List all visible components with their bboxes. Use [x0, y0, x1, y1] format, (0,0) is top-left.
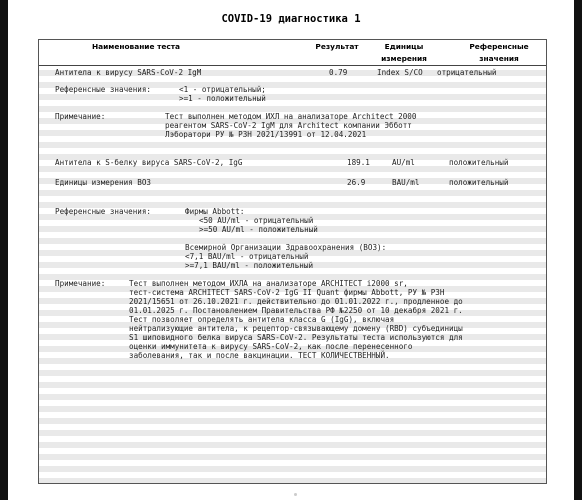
igg-ref-abbott-line2: >=50 AU/ml - положительный: [199, 225, 318, 234]
igg-test-name: Антитела к S-белку вируса SARS-CoV-2, IgG: [55, 158, 243, 167]
igg-note-line: 01.01.2025 г. Постановлением Правительства РФ №2250 от 10 декабря 2021 г.: [129, 306, 463, 315]
igm-note-line1: Тест выполнен методом ИХЛ на анализаторе Architect 2000: [165, 112, 417, 121]
table-header: [39, 40, 546, 66]
igg-note-line: Тест позволяет определять антитела класса G (IgG), включая: [129, 315, 395, 324]
igm-note-line3: Лэборатори РУ № РЗН 2021/13991 от 12.04.2021: [165, 130, 367, 139]
document-title: COVID-19 диагностика 1: [221, 13, 361, 25]
igg-note-line: нейтрализующие антитела, к рецептор-связывающему домену (RBD) субъединицы: [129, 324, 463, 333]
igg-ref-who-line2: >=7,1 BAU/ml - положительный: [185, 261, 314, 270]
igm-ref-line2: >=1 - положительный: [179, 94, 266, 103]
igm-reference: отрицательный: [437, 68, 497, 77]
header-units-line2: измерения: [381, 54, 427, 63]
who-test-name: Единицы измерения ВОЗ: [55, 178, 152, 187]
igm-note-label: Примечание:: [55, 112, 106, 121]
igg-note-line: S1 шиповидного белка вируса SARS-CoV-2. Результаты теста используются для: [129, 333, 463, 342]
report-sheet: [8, 0, 574, 500]
igg-note-line: 2021/15651 от 26.10.2021 г. действительно до 01.01.2022 г., продленное до: [129, 297, 463, 306]
who-reference: положительный: [449, 178, 509, 187]
header-test-name: Наименование теста: [91, 42, 181, 51]
header-reference-line2: значения: [479, 54, 519, 63]
igg-note-line: Тест выполнен методом ИХЛА на анализаторе ARCHITECT i2000 sr,: [129, 279, 408, 288]
igg-ref-label: Референсные значения:: [55, 207, 152, 216]
header-units-line1: Единицы: [384, 42, 424, 51]
igg-reference: положительный: [449, 158, 509, 167]
results-table: [38, 39, 547, 484]
who-result: 26.9: [347, 178, 366, 187]
who-units: BAU/ml: [392, 178, 420, 187]
igg-note-line: тест-система ARCHITECT SARS-CoV-2 IgG II Quant фирмы Abbott, РУ № РЗН: [129, 288, 445, 297]
igm-test-name: Антитела к вирусу SARS-CoV-2 IgM: [55, 68, 202, 77]
igm-result: 0.79: [329, 68, 348, 77]
igg-note-line: заболевания, так и после вакцинации. ТЕСТ КОЛИЧЕСТВЕННЫЙ.: [129, 351, 390, 360]
igg-note-line: оценки иммунитета к вирусу SARS-CoV-2, как после перенесенного: [129, 342, 413, 351]
page-mark: [294, 493, 297, 496]
igm-units: Index S/CO: [377, 68, 423, 77]
igg-units: AU/ml: [392, 158, 415, 167]
igm-ref-line1: <1 - отрицательный;: [179, 85, 266, 94]
igg-note-label: Примечание:: [55, 279, 106, 288]
igg-ref-who-title: Всемирной Организации Здравоохранения (ВОЗ):: [185, 243, 387, 252]
igm-note-line2: реагентом SARS-CoV-2 IgM для Architect компании Эбботт: [165, 121, 412, 130]
igg-ref-abbott-title: Фирмы Abbott:: [185, 207, 245, 216]
igg-ref-who-line1: <7,1 BAU/ml - отрицательный: [185, 252, 309, 261]
igm-ref-label: Референсные значения:: [55, 85, 152, 94]
igg-ref-abbott-line1: <50 AU/ml - отрицательный: [199, 216, 314, 225]
header-result: Результат: [315, 42, 359, 51]
igg-result: 189.1: [347, 158, 370, 167]
header-reference-line1: Референсные: [469, 42, 529, 51]
